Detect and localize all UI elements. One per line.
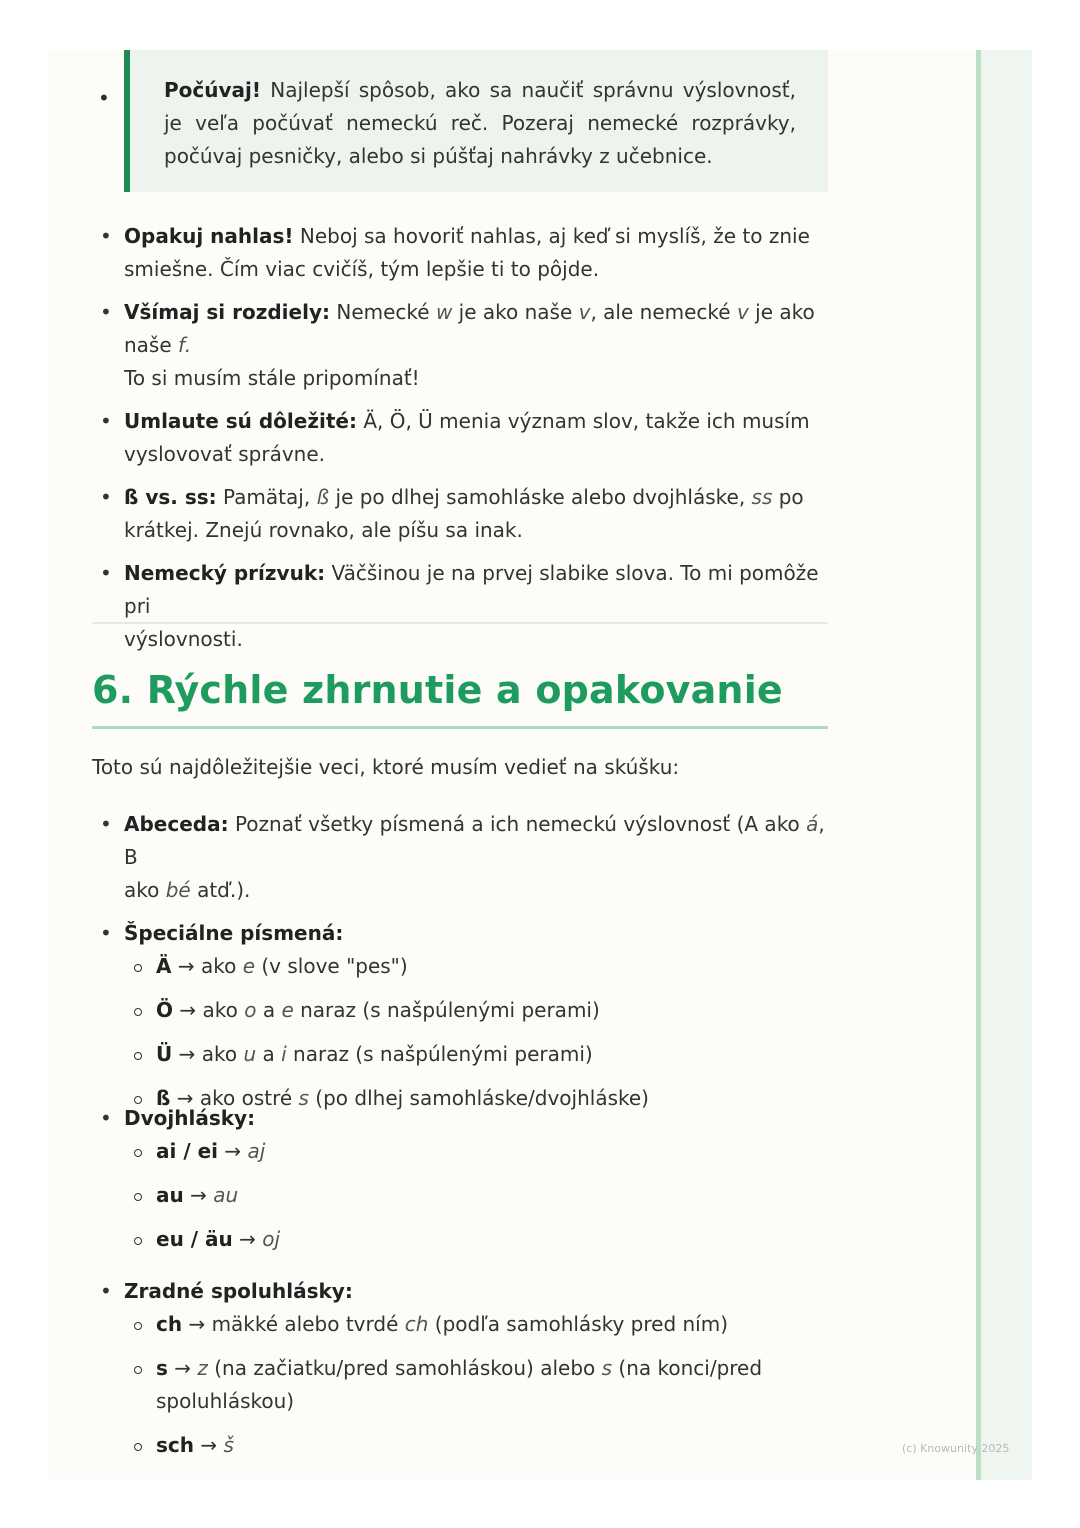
list-item-abeceda: • Abeceda: Poznať všetky písmená a ich nemeckú výslovnosť (A ako á, B ako bé atď.). (92, 808, 828, 907)
list-item: • ß vs. ss: Pamätaj, ß je po dlhej samohláske alebo dvojhláske, ss po krátkej. Znejú rovnako, ale píšu sa inak. (92, 481, 828, 547)
section-title: 6. Rýchle zhrnutie a opakovanie (92, 668, 783, 712)
list-item-consonants: • Zradné spoluhlásky: ch → mäkké alebo tvrdé ch (podľa samohlásky pred ním) s → z (na začiatku/pred samohláskou) alebo s (na konci/pred spoluhláskou) sch → š (92, 1275, 828, 1462)
list-item: • Opakuj nahlas! Neboj sa hovoriť nahlas, aj keď si myslíš, že to znie smiešne. Čím viac cvičíš, tým lepšie ti to pôjde. (92, 220, 828, 286)
consonant-list (92, 1275, 828, 1462)
consonant-sublist (124, 1308, 828, 1462)
watermark: (c) Knowunity 2025 (902, 1442, 1010, 1455)
tips-list (92, 220, 828, 656)
sub-item: Ü → ako u a i naraz (s našpúlenými perami) (124, 1038, 828, 1071)
special-sublist (124, 950, 828, 1115)
sub-item: ß → ako ostré s (po dlhej samohláske/dvojhláske) (124, 1082, 828, 1115)
list-item: • Všímaj si rozdiely: Nemecké w je ako naše v, ale nemecké v je ako naše f. To si musím stále pripomínať! (92, 296, 828, 395)
side-accent-line (976, 50, 981, 1480)
sub-item: au → au (124, 1179, 828, 1212)
callout-bold: Počúvaj! (164, 78, 262, 102)
callout-bullet: • (98, 86, 110, 110)
title-underline (92, 726, 828, 729)
diphthong-list (92, 1102, 828, 1256)
list-item: • Nemecký prízvuk: Väčšinou je na prvej slabike slova. To mi pomôže pri výslovnosti. (92, 557, 828, 656)
sub-item: ch → mäkké alebo tvrdé ch (podľa samohlásky pred ním) (124, 1308, 828, 1341)
sub-item: Ö → ako o a e naraz (s našpúlenými perami) (124, 994, 828, 1027)
sub-item: ai / ei → aj (124, 1135, 828, 1168)
sub-item: Ä → ako e (v slove "pes") (124, 950, 828, 983)
callout-body: Najlepší spôsob, ako sa naučiť správnu výslovnosť, je veľa počúvať nemeckú reč. Pozeraj nemecké rozprávky, počúvaj pesničky, alebo si púšťaj nahrávky z učebnice. (164, 78, 796, 168)
diphthong-sublist (124, 1135, 828, 1256)
list-item-special: • Špeciálne písmená: Ä → ako e (v slove "pes") Ö → ako o a e naraz (s našpúlenými perami) Ü → ako u a i naraz (s našpúlenými perami) ß → ako ostré s (po dlhej samohláske/dvojhláske) (92, 917, 828, 1115)
sub-item: eu / äu → oj (124, 1223, 828, 1256)
side-band (976, 50, 1032, 1480)
summary-list (92, 808, 828, 1115)
sub-item: s → z (na začiatku/pred samohláskou) alebo s (na konci/pred spoluhláskou) (124, 1352, 828, 1418)
sub-item: sch → š (124, 1429, 828, 1462)
callout-text (164, 74, 796, 173)
tip-callout (124, 50, 828, 192)
list-item-diphthongs: • Dvojhlásky: ai / ei → aj au → au eu / äu → oj (92, 1102, 828, 1256)
section-intro: Toto sú najdôležitejšie veci, ktoré musím vedieť na skúšku: (92, 755, 680, 779)
list-item: • Umlaute sú dôležité: Ä, Ö, Ü menia význam slov, takže ich musím vyslovovať správne. (92, 405, 828, 471)
divider (92, 622, 828, 624)
